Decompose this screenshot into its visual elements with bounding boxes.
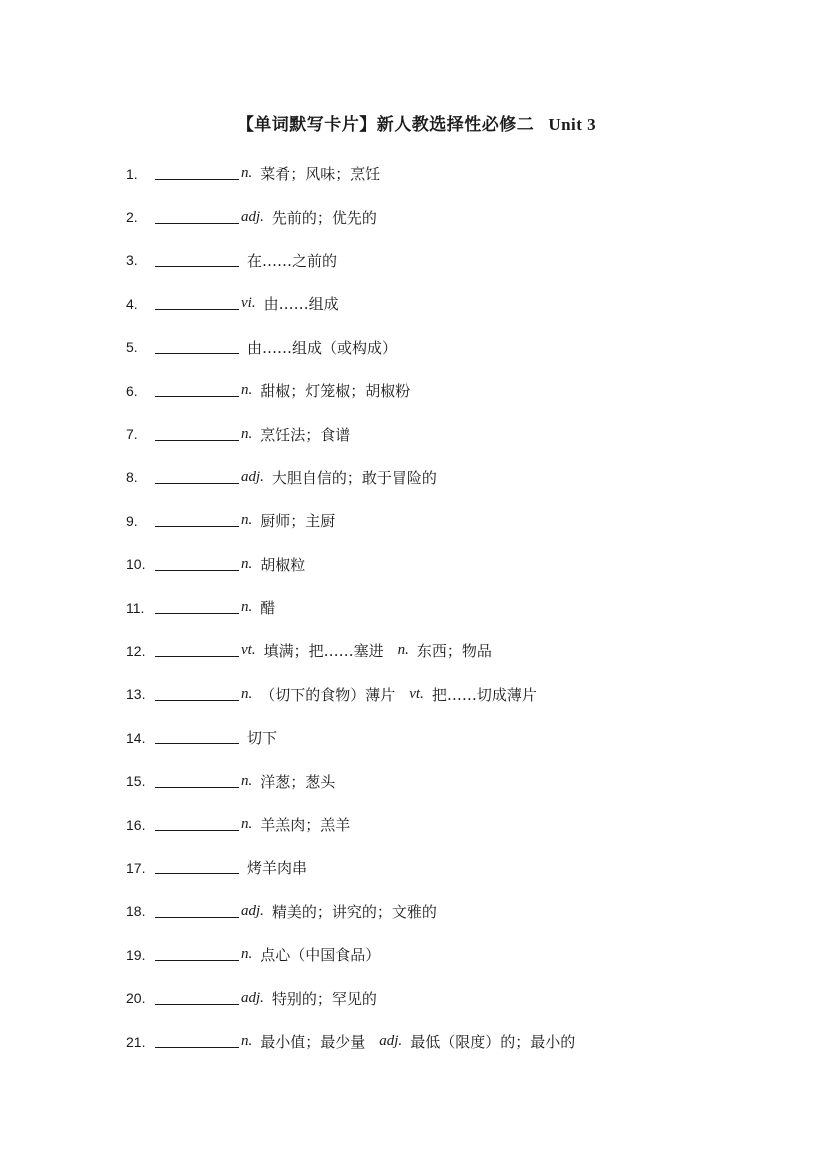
item-number: 1. — [126, 165, 138, 182]
answer-blank[interactable] — [155, 1033, 239, 1048]
item-number: 14. — [126, 729, 146, 746]
part-of-speech: adj. — [241, 468, 264, 485]
part-of-speech: n. — [241, 946, 253, 963]
definition: 把……切成薄片 — [431, 685, 537, 704]
answer-blank[interactable] — [155, 339, 239, 354]
vocabulary-list — [126, 152, 766, 1063]
item-number: 6. — [126, 382, 138, 399]
definition: 最低（限度）的；最小的 — [410, 1033, 576, 1051]
item-number: 19. — [126, 946, 146, 963]
answer-blank[interactable] — [155, 990, 239, 1005]
vocab-item — [126, 759, 766, 802]
item-number: 17. — [126, 859, 146, 876]
vocab-item — [126, 369, 766, 412]
part-of-speech: n. — [241, 772, 253, 789]
definition: 先前的；优先的 — [271, 208, 377, 227]
part-of-speech: n. — [241, 382, 253, 399]
part-of-speech: vi. — [241, 295, 256, 312]
part-of-speech: vt. — [241, 642, 256, 659]
part-of-speech: n. — [241, 425, 253, 442]
definition: 大胆自信的；敢于冒险的 — [271, 468, 437, 487]
definition: 特别的；罕见的 — [271, 989, 377, 1008]
vocab-item — [126, 282, 766, 325]
answer-blank[interactable] — [155, 512, 239, 527]
answer-blank[interactable] — [155, 469, 239, 484]
part-of-speech: n. — [241, 512, 253, 529]
item-number: 11. — [126, 599, 145, 616]
answer-blank[interactable] — [155, 946, 239, 961]
part-of-speech: adj. — [241, 989, 264, 1006]
definition: 由……组成（或构成） — [247, 338, 398, 357]
vocab-item — [126, 1020, 766, 1063]
answer-blank[interactable] — [155, 165, 239, 180]
definition: 醋 — [260, 599, 276, 618]
answer-blank[interactable] — [155, 209, 239, 224]
vocab-item — [126, 673, 766, 716]
answer-blank[interactable] — [155, 295, 239, 310]
item-number: 7. — [126, 426, 138, 443]
item-number: 15. — [126, 773, 146, 790]
part-of-speech: adj. — [241, 208, 264, 225]
definition: 甜椒；灯笼椒；胡椒粉 — [260, 382, 411, 401]
item-number: 8. — [126, 469, 138, 486]
title-main: 【单词默写卡片】新人教选择性必修二 — [236, 115, 535, 135]
part-of-speech: n. — [241, 599, 253, 616]
vocab-item — [126, 586, 766, 629]
definition: 在……之前的 — [247, 251, 338, 270]
answer-blank[interactable] — [155, 903, 239, 918]
item-number: 20. — [126, 990, 146, 1007]
part-of-speech: adj. — [379, 1033, 403, 1049]
vocab-item — [126, 412, 766, 455]
definition: 烹饪法；食谱 — [260, 425, 351, 444]
page-title — [0, 110, 827, 135]
part-of-speech: n. — [241, 555, 253, 572]
item-number: 5. — [126, 339, 138, 356]
item-number: 18. — [126, 903, 146, 920]
answer-blank[interactable] — [155, 556, 239, 571]
answer-blank[interactable] — [155, 252, 239, 267]
item-number: 16. — [126, 816, 146, 833]
vocab-item — [126, 239, 766, 282]
vocab-item — [126, 195, 766, 238]
vocab-item — [126, 499, 766, 542]
title-unit: Unit 3 — [548, 115, 597, 134]
item-number: 9. — [126, 512, 138, 529]
vocab-item — [126, 890, 766, 933]
answer-blank[interactable] — [155, 859, 239, 874]
part-of-speech: n. — [241, 165, 253, 182]
answer-blank[interactable] — [155, 816, 239, 831]
item-number: 10. — [126, 556, 146, 573]
answer-blank[interactable] — [155, 773, 239, 788]
part-of-speech: vt. — [409, 685, 424, 702]
definition: 东西；物品 — [416, 642, 492, 661]
item-number: 2. — [126, 209, 138, 226]
definition: 菜肴；风味；烹饪 — [260, 165, 381, 184]
vocab-item — [126, 326, 766, 369]
item-number: 12. — [126, 642, 146, 659]
definition: 厨师；主厨 — [260, 512, 336, 531]
definition: 由……组成 — [263, 295, 339, 314]
part-of-speech: n. — [241, 685, 253, 702]
definition: 精美的；讲究的；文雅的 — [271, 902, 437, 921]
item-number: 13. — [126, 686, 146, 703]
vocab-item — [126, 716, 766, 759]
vocab-item — [126, 629, 766, 672]
vocab-item — [126, 152, 766, 195]
definition: 切下 — [247, 729, 278, 748]
definition: 最小值；最少量 — [260, 1033, 366, 1051]
answer-blank[interactable] — [155, 642, 239, 657]
definition: 洋葱；葱头 — [260, 772, 336, 791]
answer-blank[interactable] — [155, 382, 239, 397]
definition: 填满；把……塞进 — [263, 642, 384, 661]
vocab-item — [126, 976, 766, 1019]
vocab-item — [126, 543, 766, 586]
answer-blank[interactable] — [155, 426, 239, 441]
part-of-speech: n. — [397, 642, 409, 659]
vocab-item — [126, 846, 766, 889]
item-number: 21. — [126, 1033, 146, 1050]
vocab-item — [126, 456, 766, 499]
definition: 羊羔肉；羔羊 — [260, 816, 351, 835]
part-of-speech: n. — [241, 816, 253, 833]
definition: 点心（中国食品） — [260, 946, 381, 965]
item-number: 3. — [126, 252, 138, 269]
definition: 胡椒粒 — [260, 555, 306, 574]
definition: 烤羊肉串 — [247, 859, 308, 878]
answer-blank[interactable] — [155, 729, 239, 744]
item-number: 4. — [126, 295, 138, 312]
vocab-item — [126, 933, 766, 976]
part-of-speech: n. — [241, 1033, 253, 1049]
part-of-speech: adj. — [241, 902, 264, 919]
definition: （切下的食物）薄片 — [260, 685, 396, 704]
answer-blank[interactable] — [155, 686, 239, 701]
answer-blank[interactable] — [155, 599, 239, 614]
vocab-item — [126, 803, 766, 846]
